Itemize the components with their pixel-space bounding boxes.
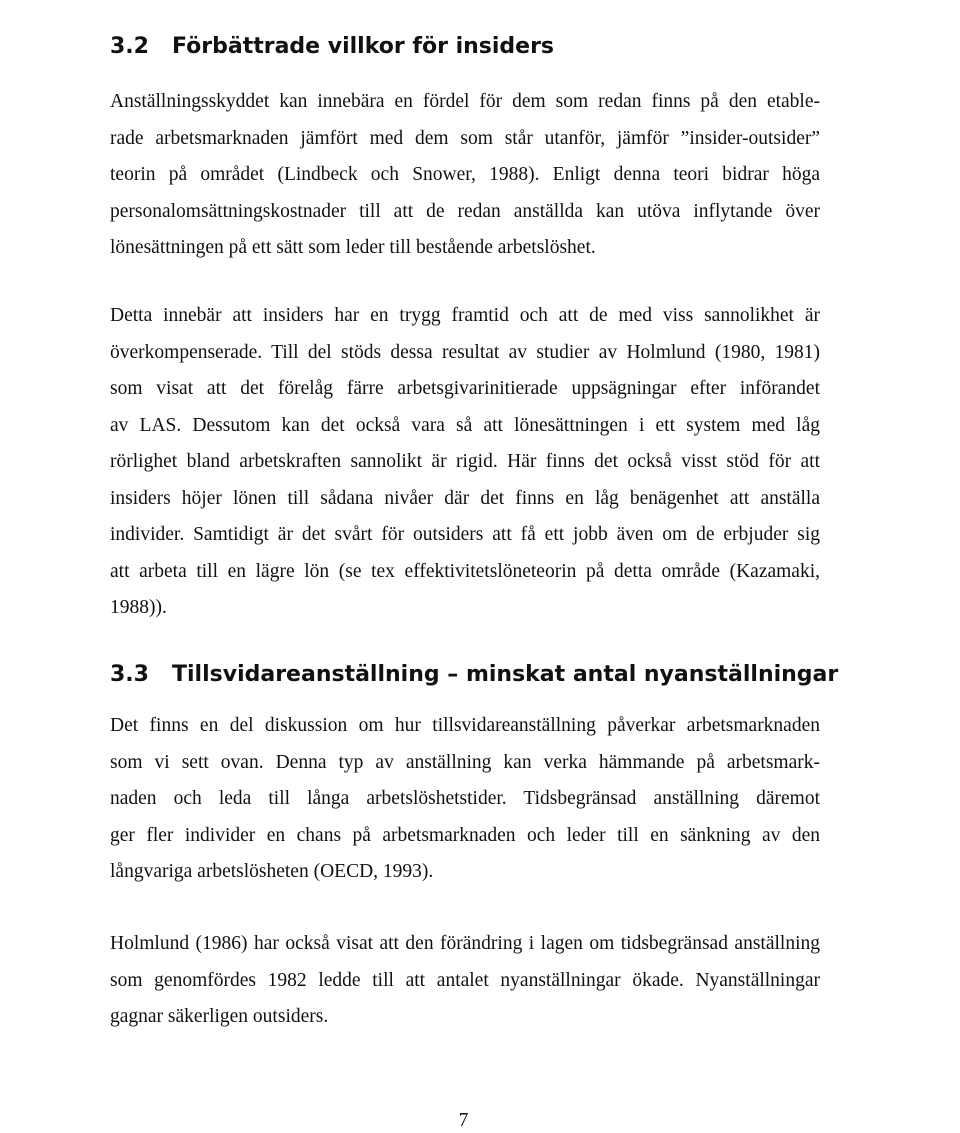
text-line: 1988)).	[110, 597, 167, 618]
text-line: insiders höjer lönen till sådana nivåer där det finns en låg benägenhet att anställa	[110, 487, 820, 509]
text-line: gagnar säkerligen outsiders.	[110, 1006, 329, 1027]
text-line: rade arbetsmarknaden jämfört med dem som står utanför, jämför ”insider-outsider”	[110, 127, 820, 149]
text-line: att arbeta till en lägre lön (se tex effektivitetslöneteorin på detta område (Kazamaki,	[110, 560, 820, 582]
text-line: som genomfördes 1982 ledde till att antalet nyanställningar ökade. Nyanställningar	[110, 969, 820, 991]
text-line: lönesättningen på ett sätt som leder till bestående arbetslöshet.	[110, 237, 596, 258]
page-number: 7	[458, 1110, 469, 1131]
text-line: naden och leda till långa arbetslöshetstider. Tidsbegränsad anställning däremot	[110, 788, 820, 809]
text-line: Det finns en del diskussion om hur tillsvidareanställning påverkar arbetsmarknaden	[110, 715, 820, 736]
text-line: av LAS. Dessutom kan det också vara så att lönesättningen i ett system med låg	[110, 414, 820, 436]
paragraph-insider-outsider	[110, 84, 820, 267]
paragraph-holmlund-1986	[110, 926, 820, 1036]
paragraph-insiders-future	[110, 298, 820, 627]
section-title: Tillsvidareanställning – minskat antal nyanställningar	[172, 662, 839, 687]
text-line: Detta innebär att insiders har en trygg framtid och att de med viss sannolikhet är	[110, 305, 820, 326]
text-line: personalomsättningskostnader till att de redan anställda kan utöva inflytande över	[110, 200, 820, 222]
text-line: Holmlund (1986) har också visat att den förändring i lagen om tidsbegränsad anställning	[110, 933, 820, 954]
section-heading-3-2	[110, 34, 554, 59]
text-line: individer. Samtidigt är det svårt för outsiders att få ett jobb även om de erbjuder sig	[110, 524, 820, 545]
section-heading-3-3	[110, 662, 838, 687]
text-line: ger fler individer en chans på arbetsmarknaden och leder till en sänkning av den	[110, 824, 820, 846]
text-line: rörlighet bland arbetskraften sannolikt är rigid. Här finns det också visst stöd för att	[110, 451, 820, 472]
text-line: långvariga arbetslösheten (OECD, 1993).	[110, 861, 434, 882]
text-line: teorin på området (Lindbeck och Snower, 1988). Enligt denna teori bidrar höga	[110, 164, 820, 185]
section-title: Förbättrade villkor för insiders	[172, 34, 555, 59]
section-number: 3.2	[110, 34, 149, 59]
paragraph-tillsvidare	[110, 708, 820, 891]
text-line: Anställningsskyddet kan innebära en fördel för dem som redan finns på den etable-	[110, 91, 820, 112]
text-line: som vi sett ovan. Denna typ av anställning kan verka hämmande på arbetsmark-	[110, 751, 820, 773]
text-line: som visat att det förelåg färre arbetsgivarinitierade uppsägningar efter införandet	[110, 378, 820, 399]
section-number: 3.3	[110, 662, 149, 687]
text-line: överkompenserade. Till del stöds dessa resultat av studier av Holmlund (1980, 1981)	[110, 341, 820, 363]
